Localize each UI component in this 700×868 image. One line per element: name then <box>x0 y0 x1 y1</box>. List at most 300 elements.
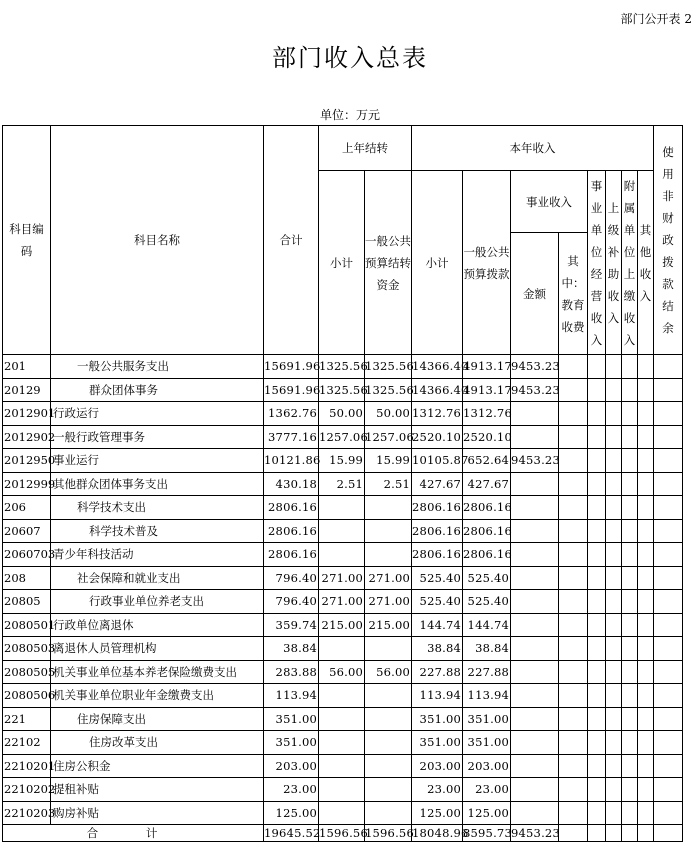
row-name: 一般行政管理事务 <box>51 425 264 449</box>
row-empty-cell <box>654 660 683 684</box>
row-empty-cell <box>606 754 622 778</box>
header-code: 科目编码 <box>3 126 51 355</box>
row-business-amount <box>511 566 559 590</box>
row-cur-subtotal: 227.88 <box>412 660 463 684</box>
row-carry-general: 15.99 <box>365 449 412 473</box>
header-carryover: 上年结转 <box>319 126 412 171</box>
header-other-income: 其他收入 <box>638 171 654 355</box>
row-code: 2012999 <box>3 472 51 496</box>
row-business-amount <box>511 754 559 778</box>
row-empty-cell <box>606 660 622 684</box>
row-empty-cell <box>588 778 606 802</box>
row-cur-subtotal: 14366.40 <box>412 378 463 402</box>
row-cur-subtotal: 38.84 <box>412 637 463 661</box>
row-empty-cell <box>606 543 622 567</box>
row-empty-cell <box>654 472 683 496</box>
row-name: 提租补贴 <box>51 778 264 802</box>
row-empty-cell <box>588 519 606 543</box>
row-cur-general: 23.00 <box>463 778 511 802</box>
row-total: 125.00 <box>264 801 319 825</box>
row-cur-subtotal: 203.00 <box>412 754 463 778</box>
row-empty-cell <box>559 731 588 755</box>
header-affiliate-income: 附属单位上缴收入 <box>622 171 638 355</box>
row-empty-cell <box>606 590 622 614</box>
row-business-amount <box>511 637 559 661</box>
row-empty-cell <box>622 613 638 637</box>
row-empty-cell <box>559 754 588 778</box>
row-total: 359.74 <box>264 613 319 637</box>
row-name: 青少年科技活动 <box>51 543 264 567</box>
row-empty-cell <box>622 496 638 520</box>
row-empty-cell <box>588 472 606 496</box>
row-carry-general: 1325.56 <box>365 378 412 402</box>
header-carry-general: 一般公共预算结转资金 <box>365 171 412 355</box>
row-business-amount <box>511 425 559 449</box>
row-carry-subtotal <box>319 543 365 567</box>
row-name: 一般公共服务支出 <box>51 355 264 379</box>
row-code: 2012902 <box>3 425 51 449</box>
row-code: 2210203 <box>3 801 51 825</box>
row-empty-cell <box>588 731 606 755</box>
row-total: 10121.86 <box>264 449 319 473</box>
row-empty-cell <box>654 590 683 614</box>
row-total: 15691.96 <box>264 355 319 379</box>
row-total: 15691.96 <box>264 378 319 402</box>
row-total: 351.00 <box>264 731 319 755</box>
row-empty-cell <box>559 519 588 543</box>
row-empty-cell <box>622 425 638 449</box>
row-cur-general: 38.84 <box>463 637 511 661</box>
row-empty-cell <box>638 731 654 755</box>
row-empty-cell <box>606 613 622 637</box>
row-code: 2060703 <box>3 543 51 567</box>
row-empty-cell <box>622 402 638 426</box>
row-cur-general: 351.00 <box>463 707 511 731</box>
row-cur-general: 125.00 <box>463 801 511 825</box>
row-business-amount: 9453.23 <box>511 378 559 402</box>
row-business-amount <box>511 613 559 637</box>
row-carry-general <box>365 684 412 708</box>
row-empty-cell <box>559 801 588 825</box>
row-code: 208 <box>3 566 51 590</box>
row-cur-general: 4913.17 <box>463 378 511 402</box>
row-empty-cell <box>638 519 654 543</box>
row-cur-general: 113.94 <box>463 684 511 708</box>
row-empty-cell <box>588 707 606 731</box>
row-code: 2080505 <box>3 660 51 684</box>
row-empty-cell <box>654 496 683 520</box>
row-empty-cell <box>622 519 638 543</box>
row-empty-cell <box>606 519 622 543</box>
row-total: 203.00 <box>264 754 319 778</box>
row-empty-cell <box>588 684 606 708</box>
row-total: 430.18 <box>264 472 319 496</box>
row-name: 住房改革支出 <box>51 731 264 755</box>
row-empty-cell <box>654 425 683 449</box>
table-row <box>3 778 683 802</box>
row-empty-cell <box>638 684 654 708</box>
row-empty-cell <box>622 472 638 496</box>
row-carry-general <box>365 543 412 567</box>
total-business-amount: 9453.23 <box>511 826 560 840</box>
row-empty-cell <box>588 543 606 567</box>
table-row <box>3 660 683 684</box>
row-empty-cell <box>638 543 654 567</box>
row-carry-general <box>365 519 412 543</box>
header-total: 合计 <box>264 126 319 355</box>
row-empty-cell <box>638 613 654 637</box>
row-cur-subtotal: 10105.87 <box>412 449 463 473</box>
row-empty-cell <box>606 496 622 520</box>
row-carry-subtotal <box>319 684 365 708</box>
row-code: 2210201 <box>3 754 51 778</box>
row-business-amount <box>511 402 559 426</box>
row-business-amount: 9453.23 <box>511 449 559 473</box>
header-business-income: 事业收入 <box>511 171 588 233</box>
row-business-amount <box>511 519 559 543</box>
header-cur-subtotal: 小计 <box>412 171 463 355</box>
row-empty-cell <box>559 590 588 614</box>
row-name: 科学技术支出 <box>51 496 264 520</box>
table-row <box>3 731 683 755</box>
row-empty-cell <box>654 637 683 661</box>
row-empty-cell <box>559 355 588 379</box>
row-empty-cell <box>622 543 638 567</box>
row-carry-general: 50.00 <box>365 402 412 426</box>
total-carry-general: 1596.56 <box>365 826 414 840</box>
row-empty-cell <box>638 566 654 590</box>
row-cur-general: 227.88 <box>463 660 511 684</box>
row-empty-cell <box>559 449 588 473</box>
row-code: 2012950 <box>3 449 51 473</box>
row-empty-cell <box>606 637 622 661</box>
row-name: 机关事业单位基本养老保险缴费支出 <box>51 660 264 684</box>
row-total: 796.40 <box>264 566 319 590</box>
row-carry-subtotal: 1325.56 <box>319 355 365 379</box>
table-row <box>3 754 683 778</box>
row-empty-cell <box>588 425 606 449</box>
row-empty-cell <box>638 707 654 731</box>
row-name: 群众团体事务 <box>51 378 264 402</box>
row-carry-general <box>365 637 412 661</box>
row-empty-cell <box>606 425 622 449</box>
row-empty-cell <box>654 613 683 637</box>
row-cur-general: 4913.17 <box>463 355 511 379</box>
row-name: 事业运行 <box>51 449 264 473</box>
row-name: 行政单位离退休 <box>51 613 264 637</box>
header-cur-general: 一般公共预算拨款 <box>463 171 511 355</box>
row-empty-cell <box>559 378 588 402</box>
row-empty-cell <box>654 731 683 755</box>
row-empty-cell <box>654 355 683 379</box>
row-cur-subtotal: 525.40 <box>412 566 463 590</box>
row-empty-cell <box>559 613 588 637</box>
row-cur-general: 351.00 <box>463 731 511 755</box>
row-code: 201 <box>3 355 51 379</box>
row-code: 2210202 <box>3 778 51 802</box>
row-name: 行政运行 <box>51 402 264 426</box>
row-empty-cell <box>654 378 683 402</box>
table-row <box>3 425 683 449</box>
row-code: 20129 <box>3 378 51 402</box>
row-business-amount <box>511 778 559 802</box>
total-row <box>3 825 683 842</box>
row-empty-cell <box>622 355 638 379</box>
row-carry-subtotal <box>319 707 365 731</box>
table-row <box>3 707 683 731</box>
row-carry-subtotal: 1325.56 <box>319 378 365 402</box>
row-code: 2080501 <box>3 613 51 637</box>
row-cur-general: 652.64 <box>463 449 511 473</box>
row-empty-cell <box>559 684 588 708</box>
row-name: 其他群众团体事务支出 <box>51 472 264 496</box>
row-carry-general: 215.00 <box>365 613 412 637</box>
row-name: 社会保障和就业支出 <box>51 566 264 590</box>
row-cur-subtotal: 14366.40 <box>412 355 463 379</box>
row-empty-cell <box>559 425 588 449</box>
row-total: 113.94 <box>264 684 319 708</box>
row-code: 20805 <box>3 590 51 614</box>
row-carry-subtotal: 215.00 <box>319 613 365 637</box>
row-empty-cell <box>606 684 622 708</box>
row-code: 20607 <box>3 519 51 543</box>
row-empty-cell <box>638 402 654 426</box>
row-cur-general: 1312.76 <box>463 402 511 426</box>
total-carry-subtotal: 1596.56 <box>319 826 368 840</box>
header-name: 科目名称 <box>51 126 264 355</box>
row-carry-subtotal <box>319 754 365 778</box>
row-carry-general <box>365 801 412 825</box>
row-cur-subtotal: 427.67 <box>412 472 463 496</box>
row-carry-subtotal: 271.00 <box>319 566 365 590</box>
row-cur-subtotal: 1312.76 <box>412 402 463 426</box>
row-empty-cell <box>622 660 638 684</box>
income-table <box>2 125 683 842</box>
row-empty-cell <box>622 754 638 778</box>
row-empty-cell <box>638 425 654 449</box>
row-empty-cell <box>559 496 588 520</box>
row-empty-cell <box>654 801 683 825</box>
row-total: 1362.76 <box>264 402 319 426</box>
row-carry-general <box>365 496 412 520</box>
row-total: 351.00 <box>264 707 319 731</box>
row-empty-cell <box>638 801 654 825</box>
row-empty-cell <box>638 637 654 661</box>
row-total: 2806.16 <box>264 543 319 567</box>
row-business-amount <box>511 496 559 520</box>
row-cur-general: 203.00 <box>463 754 511 778</box>
row-cur-subtotal: 125.00 <box>412 801 463 825</box>
row-cur-general: 2806.16 <box>463 543 511 567</box>
row-cur-subtotal: 2806.16 <box>412 496 463 520</box>
row-empty-cell <box>654 543 683 567</box>
table-row <box>3 637 683 661</box>
row-empty-cell <box>622 449 638 473</box>
row-empty-cell <box>606 707 622 731</box>
row-cur-subtotal: 2806.16 <box>412 543 463 567</box>
row-cur-general: 427.67 <box>463 472 511 496</box>
total-cur-general: 8595.73 <box>463 826 512 840</box>
row-carry-subtotal: 2.51 <box>319 472 365 496</box>
row-cur-general: 2806.16 <box>463 519 511 543</box>
row-carry-general <box>365 731 412 755</box>
row-empty-cell <box>588 637 606 661</box>
row-empty-cell <box>588 566 606 590</box>
row-name: 离退休人员管理机构 <box>51 637 264 661</box>
row-empty-cell <box>638 778 654 802</box>
row-cur-subtotal: 23.00 <box>412 778 463 802</box>
table-row <box>3 613 683 637</box>
table-row <box>3 496 683 520</box>
row-empty-cell <box>654 402 683 426</box>
row-code: 221 <box>3 707 51 731</box>
row-empty-cell <box>588 613 606 637</box>
row-business-amount <box>511 731 559 755</box>
row-empty-cell <box>654 778 683 802</box>
row-carry-general <box>365 778 412 802</box>
row-empty-cell <box>638 355 654 379</box>
row-cur-subtotal: 351.00 <box>412 731 463 755</box>
header-business-education: 其中：教育收费 <box>559 233 588 355</box>
row-carry-subtotal: 15.99 <box>319 449 365 473</box>
row-cur-general: 525.40 <box>463 590 511 614</box>
row-business-amount <box>511 543 559 567</box>
row-empty-cell <box>559 637 588 661</box>
row-empty-cell <box>622 731 638 755</box>
row-empty-cell <box>588 660 606 684</box>
row-carry-subtotal: 50.00 <box>319 402 365 426</box>
row-cur-general: 525.40 <box>463 566 511 590</box>
row-empty-cell <box>638 496 654 520</box>
row-name: 行政事业单位养老支出 <box>51 590 264 614</box>
table-row <box>3 519 683 543</box>
row-empty-cell <box>559 566 588 590</box>
row-empty-cell <box>588 378 606 402</box>
row-cur-subtotal: 113.94 <box>412 684 463 708</box>
unit-label: 单位：万元 <box>319 108 380 122</box>
table-row <box>3 543 683 567</box>
row-carry-subtotal <box>319 637 365 661</box>
row-empty-cell <box>588 355 606 379</box>
header-business-operating: 事业单位经营收入 <box>588 171 606 355</box>
row-empty-cell <box>606 472 622 496</box>
row-business-amount <box>511 684 559 708</box>
row-name: 机关事业单位职业年金缴费支出 <box>51 684 264 708</box>
row-total: 2806.16 <box>264 519 319 543</box>
row-total: 3777.16 <box>264 425 319 449</box>
row-empty-cell <box>606 355 622 379</box>
header-upper-subsidy: 上级补助收入 <box>606 171 622 355</box>
table-row <box>3 684 683 708</box>
row-empty-cell <box>622 590 638 614</box>
row-carry-general: 1325.56 <box>365 355 412 379</box>
row-empty-cell <box>638 472 654 496</box>
row-total: 2806.16 <box>264 496 319 520</box>
row-empty-cell <box>622 707 638 731</box>
row-code: 22102 <box>3 731 51 755</box>
row-empty-cell <box>588 590 606 614</box>
row-total: 796.40 <box>264 590 319 614</box>
form-number: 部门公开表 2 <box>620 12 692 26</box>
row-empty-cell <box>654 519 683 543</box>
row-empty-cell <box>638 590 654 614</box>
row-empty-cell <box>622 378 638 402</box>
row-total: 38.84 <box>264 637 319 661</box>
row-carry-subtotal <box>319 496 365 520</box>
row-empty-cell <box>606 801 622 825</box>
row-empty-cell <box>588 402 606 426</box>
row-empty-cell <box>638 754 654 778</box>
row-empty-cell <box>606 402 622 426</box>
row-empty-cell <box>559 402 588 426</box>
row-carry-subtotal <box>319 519 365 543</box>
row-empty-cell <box>622 684 638 708</box>
row-code: 2012901 <box>3 402 51 426</box>
header-current-income: 本年收入 <box>412 126 654 171</box>
table-row <box>3 378 683 402</box>
page-title: 部门收入总表 <box>272 44 428 72</box>
row-business-amount <box>511 660 559 684</box>
total-label: 合 计 <box>3 825 264 842</box>
row-empty-cell <box>606 378 622 402</box>
row-carry-general: 2.51 <box>365 472 412 496</box>
table-row <box>3 449 683 473</box>
row-empty-cell <box>606 731 622 755</box>
row-empty-cell <box>588 449 606 473</box>
row-carry-subtotal: 271.00 <box>319 590 365 614</box>
row-empty-cell <box>638 660 654 684</box>
row-carry-general <box>365 707 412 731</box>
row-carry-general: 271.00 <box>365 590 412 614</box>
row-empty-cell <box>559 707 588 731</box>
row-cur-subtotal: 144.74 <box>412 613 463 637</box>
row-empty-cell <box>622 801 638 825</box>
table-row <box>3 801 683 825</box>
row-cur-subtotal: 2806.16 <box>412 519 463 543</box>
row-empty-cell <box>638 378 654 402</box>
row-empty-cell <box>654 684 683 708</box>
header-business-amount: 金额 <box>511 233 559 355</box>
row-carry-general: 271.00 <box>365 566 412 590</box>
table-row <box>3 590 683 614</box>
row-total: 23.00 <box>264 778 319 802</box>
total-sum: 19645.52 <box>264 826 321 840</box>
table-row <box>3 402 683 426</box>
row-name: 科学技术普及 <box>51 519 264 543</box>
row-cur-general: 2520.10 <box>463 425 511 449</box>
row-cur-general: 2806.16 <box>463 496 511 520</box>
row-carry-general <box>365 754 412 778</box>
row-total: 283.88 <box>264 660 319 684</box>
row-cur-subtotal: 2520.10 <box>412 425 463 449</box>
row-empty-cell <box>654 754 683 778</box>
table-row <box>3 472 683 496</box>
row-cur-subtotal: 525.40 <box>412 590 463 614</box>
row-carry-general: 56.00 <box>365 660 412 684</box>
row-empty-cell <box>588 754 606 778</box>
row-carry-subtotal <box>319 778 365 802</box>
row-name: 住房公积金 <box>51 754 264 778</box>
table-row <box>3 355 683 379</box>
row-empty-cell <box>588 496 606 520</box>
row-empty-cell <box>559 778 588 802</box>
header-carry-subtotal: 小计 <box>319 171 365 355</box>
row-empty-cell <box>588 801 606 825</box>
row-empty-cell <box>638 449 654 473</box>
row-carry-subtotal <box>319 801 365 825</box>
row-business-amount <box>511 472 559 496</box>
row-cur-general: 144.74 <box>463 613 511 637</box>
